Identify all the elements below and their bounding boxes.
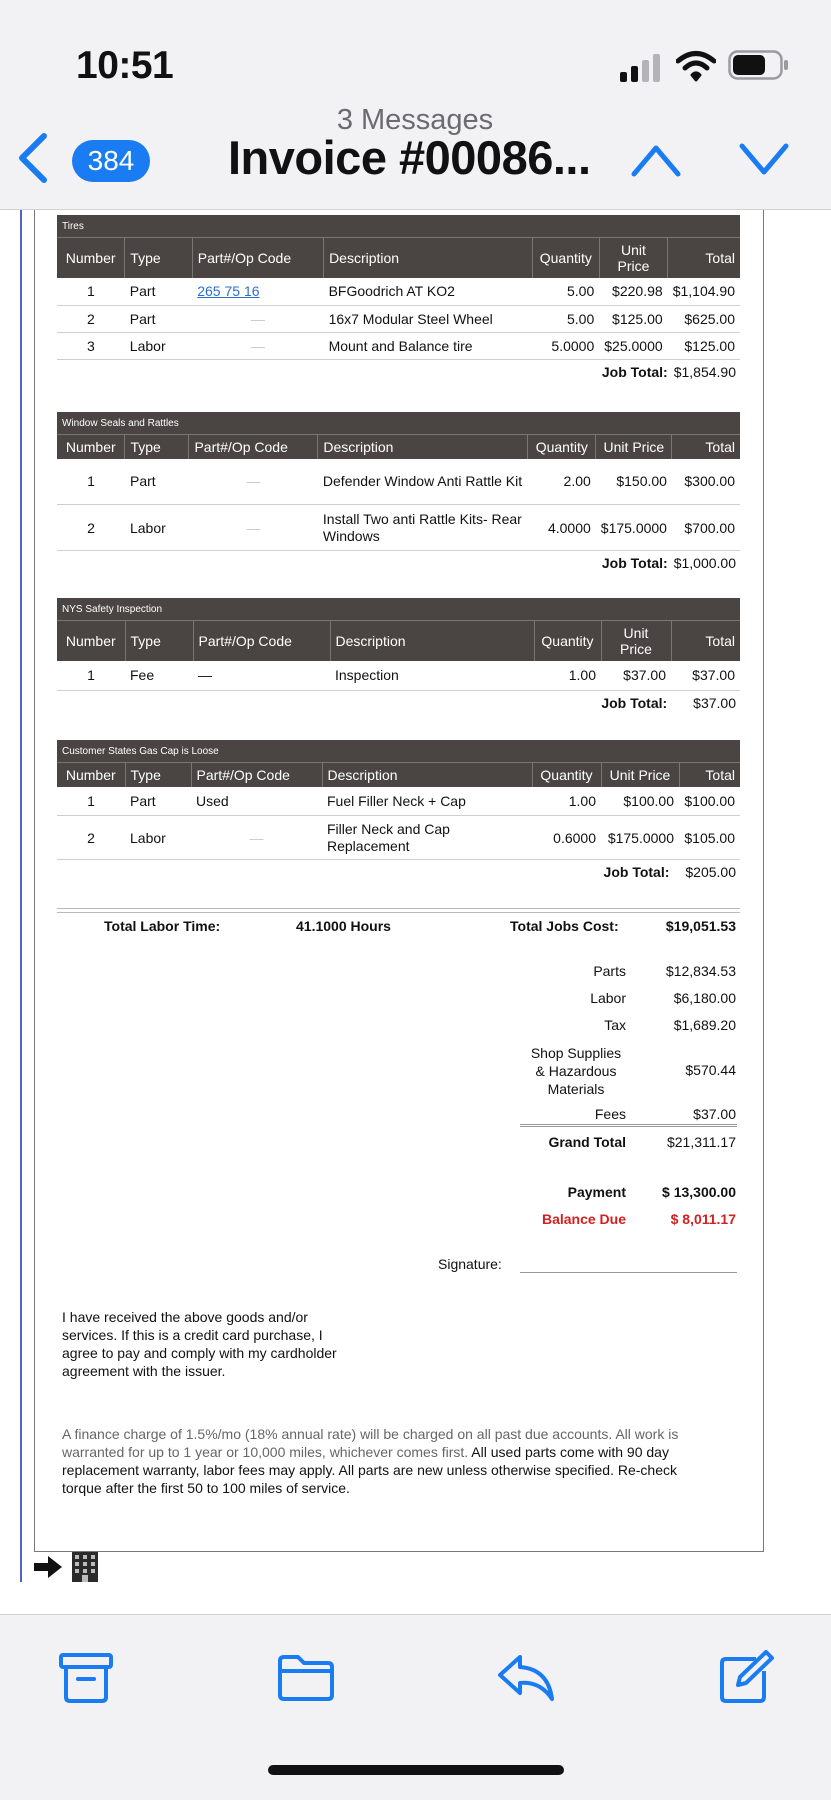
acknowledgement-text: I have received the above goods and/or services. If this is a credit card purchase, I agree to pay and comply with my cardholder agreement with the issuer. [62, 1309, 337, 1379]
cell-total: $625.00 [668, 306, 740, 333]
signature-label: Signature: [438, 1256, 502, 1272]
cell-part: Used [191, 787, 322, 816]
cell-description: Defender Window Anti Rattle Kit [318, 459, 528, 505]
header-total: Total [672, 435, 740, 459]
cell-unit-price: $175.0000 [596, 505, 672, 551]
cell-total: $125.00 [668, 333, 740, 360]
header-description: Description [322, 763, 532, 787]
header-number: Number [57, 621, 125, 661]
header-quantity: Quantity [532, 238, 599, 278]
cell-part: — [189, 459, 318, 505]
cell-unit-price: $25.0000 [599, 333, 667, 360]
cell-number: 3 [57, 333, 125, 360]
message-header [0, 100, 831, 210]
battery-icon [728, 50, 790, 80]
job-total-value: $37.00 [693, 695, 736, 711]
cell-unit-price: $175.0000 [601, 816, 679, 860]
job-table [57, 762, 740, 860]
cell-total: $37.00 [671, 661, 740, 691]
cell-number: 2 [57, 505, 125, 551]
cell-unit-price: $220.98 [599, 278, 667, 306]
quote-rule [20, 210, 22, 1582]
cell-description: Inspection [330, 661, 534, 691]
cell-type: Fee [125, 661, 193, 691]
job-total-label: Job Total: [603, 864, 670, 880]
header-total: Total [671, 621, 740, 661]
header-description: Description [318, 435, 528, 459]
cell-quantity: 1.00 [534, 661, 601, 691]
job-section-window-seals [57, 412, 740, 571]
cell-unit-price: $37.00 [601, 661, 671, 691]
message-subject: Invoice #00086... [228, 131, 591, 184]
compose-icon[interactable] [716, 1649, 776, 1705]
finance-notice-warranty: All used parts come with 90 day replacement warranty, labor fees may apply. All parts are new unless otherwise specified. Re-check torque after the first 50 to 100 miles of service. [62, 1444, 677, 1496]
header-quantity: Quantity [532, 763, 601, 787]
cell-part: — [192, 306, 323, 333]
header-total: Total [668, 238, 740, 278]
cell-number: 1 [57, 787, 125, 816]
header-type: Type [125, 238, 192, 278]
shop-supplies-label: Shop Supplies & Hazardous Materials [530, 1045, 622, 1097]
tax-value: $1,689.20 [673, 1017, 736, 1033]
cellular-signal-icon [620, 54, 664, 82]
table-row [57, 333, 740, 360]
balance-due-value: $ 8,011.17 [670, 1211, 736, 1227]
total-jobs-cost-label: Total Jobs Cost: [510, 918, 619, 934]
cell-total: $100.00 [679, 787, 740, 816]
job-total [57, 551, 740, 571]
job-title: NYS Safety Inspection [57, 598, 740, 620]
back-chevron-icon[interactable] [14, 130, 54, 186]
job-total-value: $205.00 [685, 864, 736, 880]
cell-total: $105.00 [679, 816, 740, 860]
previous-message-icon[interactable] [630, 140, 682, 180]
header-unit-price: Unit Price [599, 238, 667, 278]
table-row [57, 459, 740, 505]
header-unit-price: Unit Price [601, 763, 679, 787]
fees-label: Fees [594, 1106, 626, 1122]
cell-total: $1,104.90 [668, 278, 740, 306]
header-part: Part#/Op Code [193, 621, 330, 661]
table-row [57, 278, 740, 306]
header-quantity: Quantity [534, 621, 601, 661]
cell-description: Fuel Filler Neck + Cap [322, 787, 532, 816]
finance-notice-terms: A finance charge of 1.5%/mo (18% annual rate) will be charged on all past due accounts. All work is warranted for up to 1 year or 10,000 miles, whichever comes first. [62, 1426, 679, 1460]
cell-type: Part [125, 459, 189, 505]
shop-supplies-value: $570.44 [685, 1062, 736, 1078]
cell-number: 1 [57, 661, 125, 691]
grand-total-value: $21,311.17 [666, 1134, 736, 1150]
job-total-label: Job Total: [601, 364, 668, 380]
total-jobs-cost-value: $19,051.53 [665, 918, 736, 934]
job-section-tires [57, 215, 740, 380]
cell-type: Part [125, 787, 191, 816]
thread-message-count: 3 Messages [336, 104, 494, 136]
header-number: Number [57, 435, 125, 459]
cell-part: — [193, 661, 330, 691]
cell-unit-price: $100.00 [601, 787, 679, 816]
cell-unit-price: $150.00 [596, 459, 672, 505]
header-part: Part#/Op Code [189, 435, 318, 459]
balance-due-label: Balance Due [541, 1211, 626, 1227]
folder-icon[interactable] [276, 1649, 336, 1705]
cell-quantity: 5.00 [532, 306, 599, 333]
payment-value: $ 13,300.00 [662, 1184, 736, 1200]
cell-part: — [189, 505, 318, 551]
grand-total-rule [520, 1124, 737, 1127]
parts-value: $12,834.53 [665, 963, 736, 979]
fees-value: $37.00 [693, 1106, 736, 1122]
cell-quantity: 2.00 [528, 459, 596, 505]
header-unit-price: Unit Price [596, 435, 672, 459]
job-total-label: Job Total: [601, 695, 668, 711]
table-row [57, 661, 740, 691]
job-table [57, 434, 740, 551]
finance-notice [62, 1425, 710, 1497]
header-quantity: Quantity [528, 435, 596, 459]
cell-quantity: 1.00 [532, 787, 601, 816]
cell-quantity: 4.0000 [528, 505, 596, 551]
job-section-safety-inspection [57, 598, 740, 711]
table-row [57, 306, 740, 333]
job-total-label: Job Total: [601, 555, 668, 571]
cell-total: $700.00 [672, 505, 740, 551]
cell-type: Labor [125, 816, 191, 860]
job-title: Customer States Gas Cap is Loose [57, 740, 740, 762]
invoice-document [0, 210, 831, 1610]
header-number: Number [57, 238, 125, 278]
cell-total: $300.00 [672, 459, 740, 505]
cell-part: — [192, 333, 323, 360]
header-type: Type [125, 435, 189, 459]
part-number-link[interactable]: 265 75 16 [192, 278, 323, 306]
job-table [57, 237, 740, 360]
cell-description: Filler Neck and Cap Replacement [322, 816, 532, 860]
total-labor-time-label: Total Labor Time: [104, 918, 221, 934]
job-section-gas-cap [57, 740, 740, 880]
labor-value: $6,180.00 [673, 990, 736, 1006]
header-type: Type [125, 763, 191, 787]
table-row [57, 816, 740, 860]
cell-type: Labor [125, 333, 192, 360]
job-title: Tires [57, 215, 740, 237]
job-total-value: $1,854.90 [673, 364, 736, 380]
header-part: Part#/Op Code [191, 763, 322, 787]
cell-description: Install Two anti Rattle Kits- Rear Windows [318, 505, 528, 551]
table-row [57, 787, 740, 816]
header-unit-price: Unit Price [601, 621, 671, 661]
job-total [57, 360, 740, 380]
cell-number: 2 [57, 816, 125, 860]
job-total [57, 691, 740, 711]
header-part: Part#/Op Code [192, 238, 323, 278]
payment-label: Payment [567, 1184, 626, 1200]
header-number: Number [57, 763, 125, 787]
bottom-toolbar [0, 1614, 831, 1800]
building-exit-icon [32, 1550, 102, 1584]
cell-description: Mount and Balance tire [324, 333, 533, 360]
archive-icon[interactable] [56, 1649, 116, 1705]
job-table [57, 620, 740, 691]
cell-part: — [191, 816, 322, 860]
cell-unit-price: $125.00 [599, 306, 667, 333]
labor-label: Labor [590, 990, 626, 1006]
home-indicator[interactable] [268, 1765, 564, 1775]
tax-label: Tax [604, 1017, 626, 1033]
cell-type: Part [125, 278, 192, 306]
cell-type: Part [125, 306, 192, 333]
cell-quantity: 5.00 [532, 278, 599, 306]
cell-number: 2 [57, 306, 125, 333]
unread-count-badge[interactable]: 384 [72, 140, 150, 182]
total-labor-time-value: 41.1000 Hours [296, 918, 391, 934]
job-total [57, 860, 740, 880]
cell-quantity: 5.0000 [532, 333, 599, 360]
job-total-value: $1,000.00 [673, 555, 736, 571]
grand-total-label: Grand Total [548, 1134, 626, 1150]
signature-line [520, 1272, 737, 1273]
next-message-icon[interactable] [738, 140, 790, 180]
cell-description: 16x7 Modular Steel Wheel [324, 306, 533, 333]
header-type: Type [125, 621, 193, 661]
summary-divider [57, 908, 740, 913]
status-time: 10:51 [76, 44, 174, 87]
cell-description: BFGoodrich AT KO2 [324, 278, 533, 306]
cell-type: Labor [125, 505, 189, 551]
header-description: Description [324, 238, 533, 278]
job-title: Window Seals and Rattles [57, 412, 740, 434]
header-description: Description [330, 621, 534, 661]
cell-number: 1 [57, 278, 125, 306]
cell-number: 1 [57, 459, 125, 505]
cell-quantity: 0.6000 [532, 816, 601, 860]
parts-label: Parts [593, 963, 626, 979]
table-row [57, 505, 740, 551]
header-total: Total [679, 763, 740, 787]
reply-icon[interactable] [496, 1649, 556, 1705]
wifi-icon [676, 50, 716, 82]
